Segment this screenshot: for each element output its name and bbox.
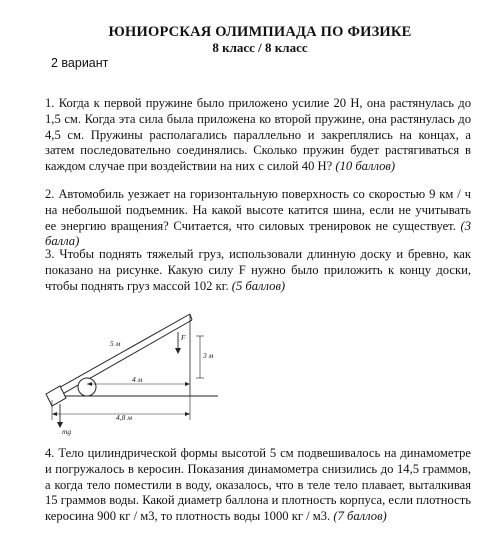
height-label: 3 м [203,351,214,360]
problem-2-points: (3 балла) [45,218,472,249]
total-length-label: 4,8 м [116,413,133,422]
board-length-label: 5 м [110,339,121,348]
problem-4-text: 4. Тело цилиндрической формы высотой 5 см подвешивалось на динамометре и погружалось в керосин. Показания динамометра снизились до 14,5 граммов, а когда тело поместили в воду, оказалось, что в теле тело плавает, выталкивая 15 граммов воды. Какой диаметр баллона и плотность корпуса, если плотность керосина 900 кг / м3, то плотность воды 1000 кг / м3. [45,446,471,524]
problem-4-points: (7 баллов) [333,509,387,524]
force-label: F [181,333,186,342]
grade-subtitle: 8 класс / 8 класс [212,40,308,55]
total-dim-arrow-right [185,412,190,416]
base-dim-arrow-right [185,382,190,386]
base-length-label: 4 м [132,375,143,384]
problem-3-text: 3. Чтобы поднять тяжелый груз, использовали длинную доску и бревно, как показано на рисунке. Какую силу F нужно было приложить к концу доски, чтобы поднять груз массой 102 кг. [45,247,471,293]
problem-1-text: 1. Когда к первой пружине было приложено усилие 20 Н, она растянулась до 1,5 см. Когда эта сила была приложена ко второй пружине, она растянулась до 4,5 см. Пружины располагались параллельно и закреплялись на концах, а затем последовательно соединялись. Сколько пружин будет растягиваться в каждом случае при воздействии на них с силой 40 Н? [45,96,471,174]
problem-1-points: (10 баллов) [335,159,396,174]
olympiad-title: ЮНИОРСКАЯ ОЛИМПИАДА ПО ФИЗИКЕ [108,24,412,40]
problem-3 [45,247,471,294]
force-arrow-head [175,348,181,354]
problem-2-text: 2. Автомобиль уезжает на горизонтальную поверхность со скоростью 9 км / ч на небольшой подъемник. На какой высоте катится шина, если не учитывать ее энергию вращения? Считается, что силовых тренировок не существует. [45,187,471,233]
board-edge-bottom [52,320,192,400]
total-dim-arrow-left [52,412,57,416]
lever-diagram [40,296,240,441]
problem-4 [45,446,471,525]
board-edge-top [48,314,190,394]
problem-1 [45,96,471,175]
problem-3-points: (5 баллов) [231,278,286,293]
log-circle [78,378,96,396]
weight-label: mg [62,427,72,436]
problem-2 [45,187,471,250]
variant-label: 2 вариант [51,56,109,70]
load-box [46,386,66,406]
